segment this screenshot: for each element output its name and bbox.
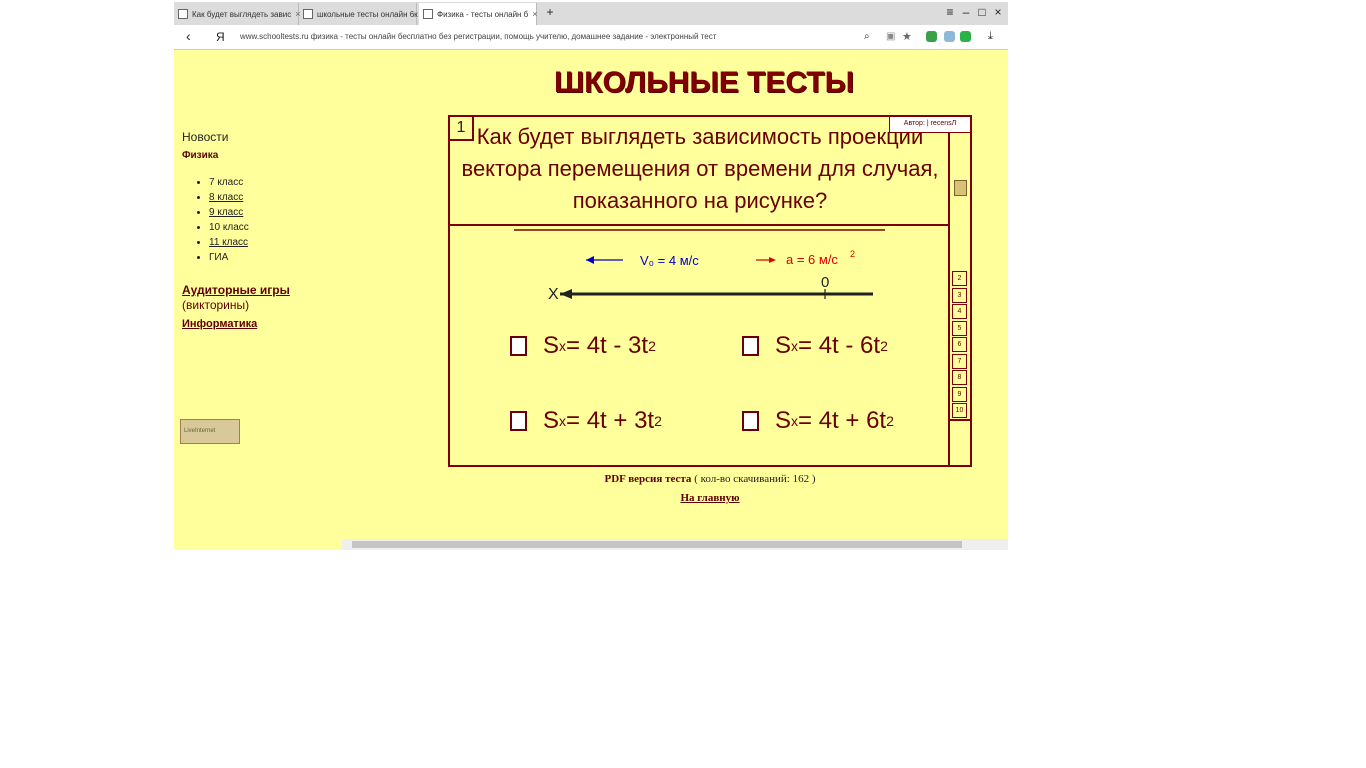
option-power: 2 — [648, 338, 656, 354]
tab-close-icon[interactable]: × — [532, 9, 538, 19]
nav-scroll-thumb[interactable] — [954, 180, 967, 196]
tab-1[interactable] — [174, 3, 299, 25]
horizontal-scrollbar[interactable] — [342, 539, 1008, 550]
class-list — [182, 175, 249, 265]
new-tab-button[interactable]: + — [546, 5, 554, 19]
author-label: Автор: | recensЛ — [889, 117, 970, 133]
home-line — [448, 492, 972, 504]
nav-question-6[interactable]: 6 — [952, 337, 967, 352]
answer-option-1[interactable] — [510, 332, 656, 360]
sidebar-news[interactable]: Новости — [182, 130, 229, 144]
option-power: 2 — [880, 338, 888, 354]
url-field[interactable]: www.schooltests.ru физика - тесты онлайн бесплатно без регистрации, помощь учителю, домашнее задание - электронный тест — [240, 32, 717, 41]
option-sub: x — [791, 338, 799, 354]
acceleration-exponent: 2 — [850, 249, 856, 259]
option-s: S — [775, 407, 792, 434]
option-s: S — [543, 332, 560, 359]
velocity-label: V₀ = 4 м/с — [640, 253, 699, 268]
list-item[interactable]: • 8 класс — [209, 190, 249, 205]
browser-window — [174, 2, 1008, 550]
menu-icon[interactable]: ≡ — [946, 5, 954, 19]
shield-icon[interactable] — [926, 31, 937, 42]
search-icon[interactable]: ⌕ — [864, 31, 870, 42]
site-title: ШКОЛЬНЫЕ ТЕСТЫ — [554, 66, 854, 99]
scroll-thumb[interactable] — [352, 541, 962, 548]
nav-question-7[interactable]: 7 — [952, 354, 967, 369]
question-divider — [450, 224, 950, 226]
nav-divider — [950, 419, 970, 421]
option-expr: = 4t + 3t — [566, 407, 655, 434]
option-s: S — [543, 407, 560, 434]
footer-line — [448, 473, 972, 485]
tab-2[interactable] — [299, 3, 417, 25]
test-panel — [448, 115, 972, 467]
pdf-link[interactable]: PDF версия теста — [604, 473, 692, 485]
option-expr: = 4t - 3t — [566, 332, 649, 359]
download-icon[interactable]: ⤓ — [988, 30, 993, 42]
axis-x-label: X — [548, 286, 559, 303]
list-item[interactable]: • 7 класс — [209, 175, 249, 190]
favicon-icon — [178, 9, 188, 19]
nav-question-3[interactable]: 3 — [952, 288, 967, 303]
favicon-icon — [423, 9, 433, 19]
yandex-logo[interactable]: Я — [216, 30, 225, 44]
sidebar-games-sub: (викторины) — [182, 298, 250, 312]
favicon-icon — [303, 9, 313, 19]
nav-question-8[interactable]: 8 — [952, 370, 967, 385]
close-window-button[interactable]: × — [994, 5, 1002, 19]
x-axis-arrowhead — [560, 289, 572, 299]
acceleration-arrowhead — [769, 257, 776, 263]
answer-option-2[interactable] — [742, 332, 888, 360]
home-link[interactable]: На главную — [680, 492, 740, 504]
answer-checkbox[interactable] — [742, 411, 759, 431]
list-item[interactable]: • ГИА — [209, 250, 249, 265]
tab-3-active[interactable] — [419, 3, 537, 25]
acceleration-label: a = 6 м/с — [786, 252, 838, 267]
nav-question-4[interactable]: 4 — [952, 304, 967, 319]
sidebar-games-link[interactable]: Аудиторные игры — [182, 283, 290, 297]
check-icon[interactable] — [960, 31, 971, 42]
address-bar — [174, 25, 1008, 50]
answer-checkbox[interactable] — [510, 336, 527, 356]
list-item[interactable]: • 11 класс — [209, 235, 249, 250]
question-text: Как будет выглядеть зависимость проекции вектора перемещения от времени для случая, показанного на рисунке? — [461, 124, 939, 213]
nav-question-5[interactable]: 5 — [952, 321, 967, 336]
option-sub: x — [559, 338, 567, 354]
sidebar-physics[interactable]: Физика — [182, 150, 219, 161]
download-count: ( кол-во скачиваний: 162 ) — [694, 473, 816, 485]
back-button[interactable]: ‹ — [186, 28, 191, 44]
nav-question-10[interactable]: 10 — [952, 403, 967, 418]
option-expr: = 4t - 6t — [798, 332, 881, 359]
tab-1-label: Как будет выглядеть завис — [192, 9, 292, 19]
velocity-arrowhead — [586, 256, 594, 264]
nav-question-9[interactable]: 9 — [952, 387, 967, 402]
question-number: 1 — [450, 117, 474, 141]
option-power: 2 — [654, 413, 662, 429]
extension-icon[interactable] — [944, 31, 955, 42]
option-sub: x — [791, 413, 799, 429]
answer-checkbox[interactable] — [742, 336, 759, 356]
option-power: 2 — [886, 413, 894, 429]
option-expr: = 4t + 6t — [798, 407, 887, 434]
reader-icon[interactable]: ▣ — [886, 31, 896, 42]
answer-checkbox[interactable] — [510, 411, 527, 431]
origin-label: 0 — [821, 274, 830, 291]
option-s: S — [775, 332, 792, 359]
nav-question-2[interactable]: 2 — [952, 271, 967, 286]
minimize-button[interactable]: – — [962, 5, 970, 19]
list-item[interactable]: • 10 класс — [209, 220, 249, 235]
bookmark-star-icon[interactable]: ★ — [902, 31, 912, 43]
counter-badge[interactable] — [180, 419, 240, 444]
option-sub: x — [559, 413, 567, 429]
question-nav — [948, 132, 970, 465]
answer-option-3[interactable] — [510, 407, 662, 435]
counter-label: LiveInternet — [184, 428, 216, 434]
tab-3-label: Физика - тесты онлайн б — [437, 9, 529, 19]
maximize-button[interactable]: □ — [978, 5, 986, 19]
tab-close-icon[interactable]: × — [295, 9, 301, 19]
answer-option-4[interactable] — [742, 407, 894, 435]
tab-bar — [174, 2, 1008, 25]
list-item[interactable]: • 9 класс — [209, 205, 249, 220]
sidebar-informatics-link[interactable]: Информатика — [182, 318, 258, 330]
tab-2-label: школьные тесты онлайн 6к — [317, 9, 418, 19]
